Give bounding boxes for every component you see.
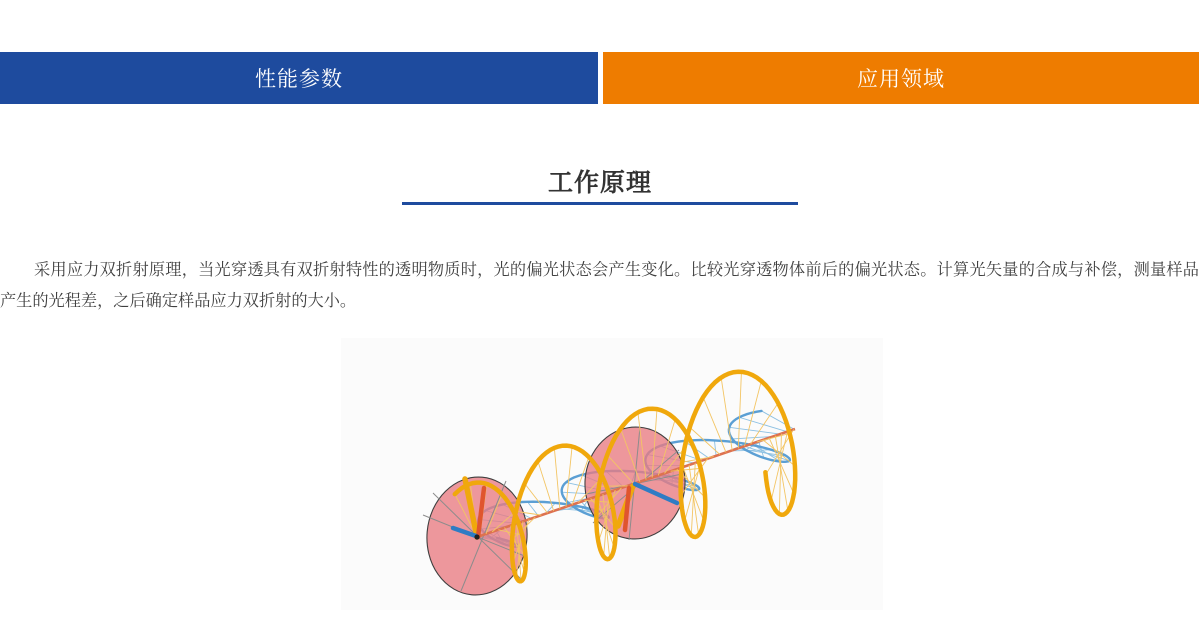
- section-title-underline: [402, 202, 798, 205]
- page-title: 工作原理: [547, 169, 652, 197]
- working-principle-paragraph: 采用应力双折射原理，当光穿透具有双折射特性的透明物质时，光的偏光状态会产生变化。比较光穿透物体前后的偏光状态。计算光矢量的合成与补偿，测量样品产生的光程差，之后确定样品应力双折射的大小。: [0, 261, 1199, 310]
- tab-application-areas[interactable]: [603, 52, 1199, 104]
- polarization-diagram: [341, 338, 883, 610]
- section-heading: [402, 163, 798, 199]
- tab-performance-parameters[interactable]: [0, 52, 598, 104]
- working-principle-figure: [341, 338, 883, 610]
- tab-performance-parameters-label: 性能参数: [255, 68, 343, 91]
- tab-application-areas-label: 应用领域: [857, 68, 945, 91]
- tab-bar: [0, 52, 1199, 104]
